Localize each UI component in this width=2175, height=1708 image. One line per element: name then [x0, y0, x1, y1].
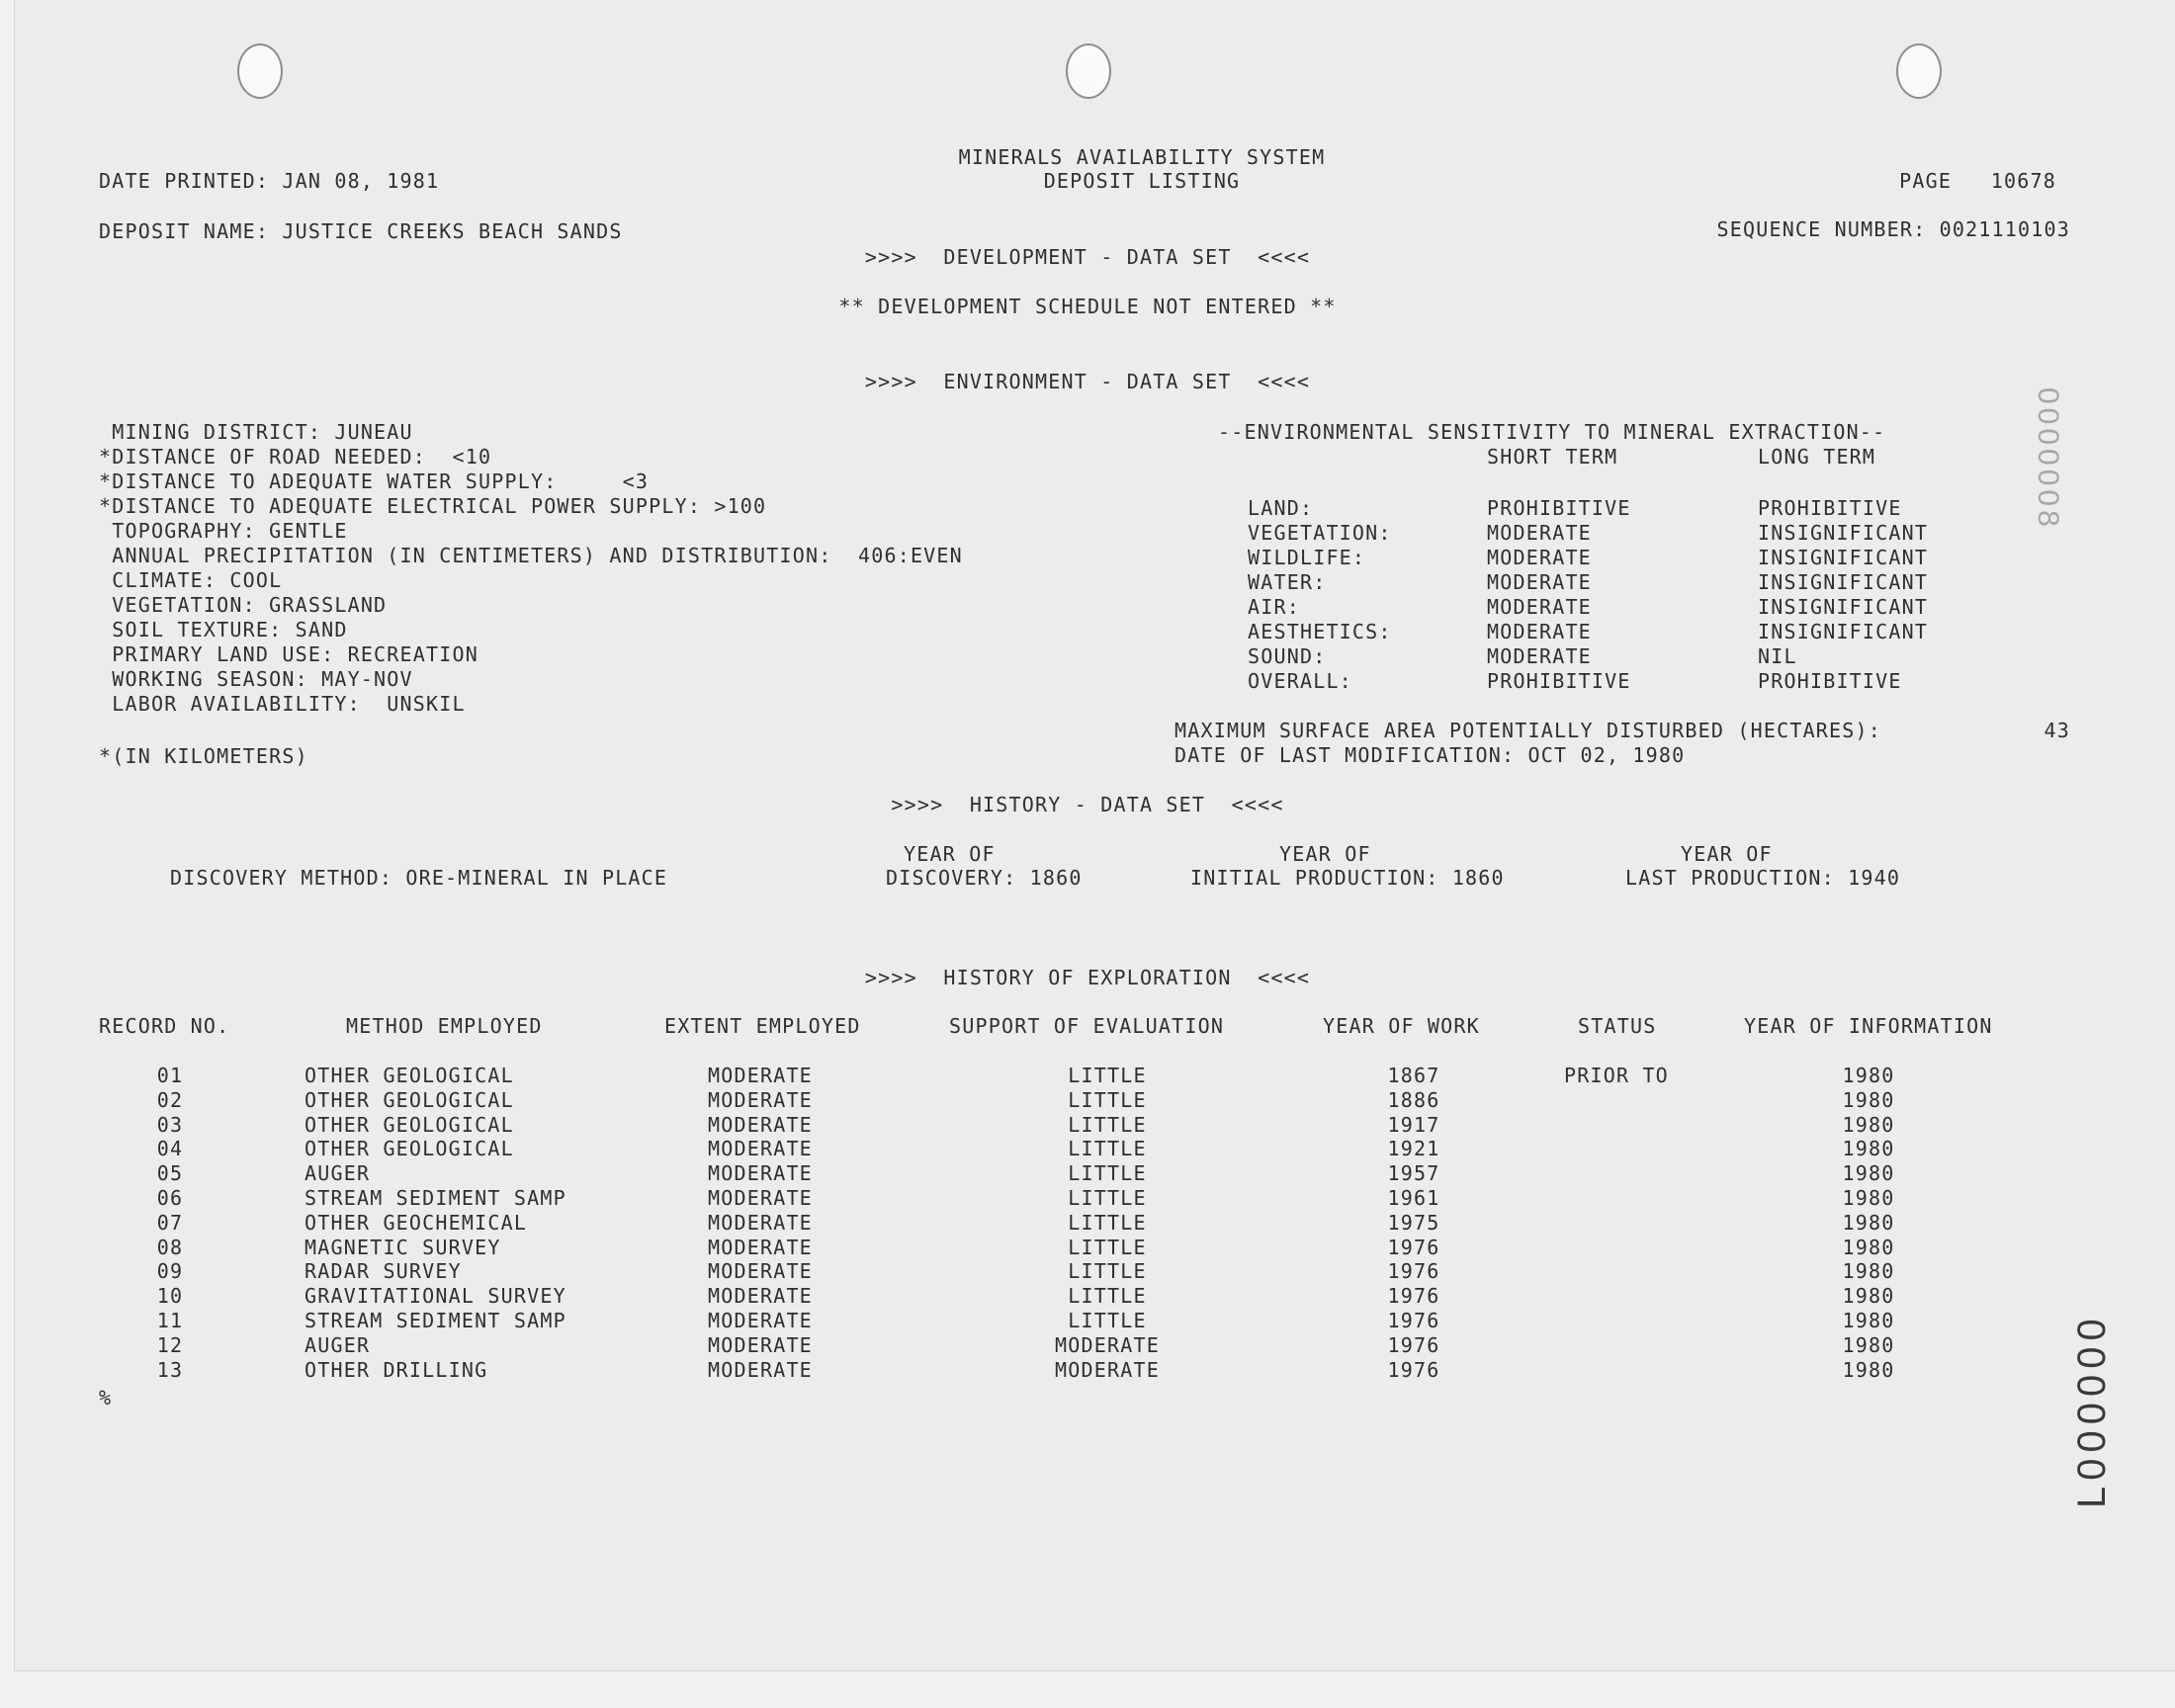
env-line: *DISTANCE TO ADEQUATE WATER SUPPLY: <3 [99, 470, 650, 493]
env-line: *DISTANCE TO ADEQUATE ELECTRICAL POWER SUPPLY: >100 [99, 494, 767, 518]
col-support-of-evaluation: SUPPORT OF EVALUATION [949, 1014, 1225, 1038]
year-of-work: 1976 [1387, 1235, 1440, 1259]
initial-production-year-label: YEAR OF [1279, 842, 1371, 866]
sensitivity-short-term: PROHIBITIVE [1487, 669, 1631, 693]
year-of-information: 1980 [1842, 1186, 1895, 1210]
sensitivity-long-term: INSIGNIFICANT [1758, 546, 1929, 569]
extent-employed: MODERATE [708, 1137, 813, 1161]
exploration-rows [0, 1064, 2175, 1390]
env-line: MINING DISTRICT: JUNEAU [99, 420, 413, 444]
sensitivity-factor: AIR: [1248, 595, 1300, 619]
support-of-evaluation: LITTLE [1068, 1235, 1147, 1259]
extent-employed: MODERATE [708, 1087, 813, 1112]
exploration-header-row [0, 1014, 2175, 1040]
environment-list [99, 420, 1137, 717]
method-employed: OTHER GEOCHEMICAL [304, 1210, 528, 1235]
extent-employed: MODERATE [708, 1235, 813, 1259]
short-term-header: SHORT TERM [1487, 445, 1618, 469]
record-number: 13 [156, 1357, 184, 1382]
listing-title: DEPOSIT LISTING [1043, 169, 1241, 193]
max-surface-area-label: MAXIMUM SURFACE AREA POTENTIALLY DISTURBED (HECTARES): [1174, 719, 1882, 742]
year-of-work: 1975 [1387, 1210, 1440, 1235]
env-line: SOIL TEXTURE: SAND [99, 618, 348, 641]
extent-employed: MODERATE [708, 1186, 813, 1210]
binder-hole-center [1066, 43, 1111, 99]
extent-employed: MODERATE [708, 1259, 813, 1284]
method-employed: STREAM SEDIMENT SAMP [304, 1186, 566, 1210]
sequence-number: SEQUENCE NUMBER: 0021110103 [1716, 217, 2070, 241]
sensitivity-factor: OVERALL: [1248, 669, 1352, 693]
env-line: CLIMATE: COOL [99, 568, 283, 592]
method-employed: OTHER GEOLOGICAL [304, 1064, 514, 1087]
sensitivity-short-term: MODERATE [1487, 644, 1592, 668]
history-section-title: >>>> HISTORY - DATA SET <<<< [891, 793, 1284, 816]
sensitivity-factor: AESTHETICS: [1248, 620, 1392, 643]
col-year-of-work: YEAR OF WORK [1323, 1014, 1480, 1038]
support-of-evaluation: LITTLE [1068, 1064, 1147, 1087]
support-of-evaluation: LITTLE [1068, 1186, 1147, 1210]
method-employed: MAGNETIC SURVEY [304, 1235, 501, 1259]
sensitivity-short-term: MODERATE [1487, 620, 1592, 643]
development-note: ** DEVELOPMENT SCHEDULE NOT ENTERED ** [838, 295, 1337, 318]
sensitivity-long-term: PROHIBITIVE [1758, 669, 1902, 693]
sensitivity-short-term: PROHIBITIVE [1487, 496, 1631, 520]
record-number: 07 [156, 1210, 184, 1235]
sensitivity-short-term: MODERATE [1487, 546, 1592, 569]
support-of-evaluation: LITTLE [1068, 1137, 1147, 1161]
binder-hole-left [237, 43, 283, 99]
year-of-information: 1980 [1842, 1284, 1895, 1309]
support-of-evaluation: MODERATE [1055, 1332, 1160, 1357]
sensitivity-long-term: INSIGNIFICANT [1758, 620, 1929, 643]
end-of-record-mark: % [99, 1386, 113, 1409]
extent-employed: MODERATE [708, 1064, 813, 1087]
record-number: 01 [156, 1064, 184, 1087]
page-number: PAGE 10678 [1899, 169, 2056, 193]
method-employed: OTHER GEOLOGICAL [304, 1087, 514, 1112]
record-number: 10 [156, 1284, 184, 1309]
record-number: 02 [156, 1087, 184, 1112]
sensitivity-factor: WATER: [1248, 570, 1327, 594]
deposit-name: DEPOSIT NAME: JUSTICE CREEKS BEACH SANDS [99, 219, 623, 243]
extent-employed: MODERATE [708, 1332, 813, 1357]
year-of-information: 1980 [1842, 1309, 1895, 1332]
support-of-evaluation: LITTLE [1068, 1284, 1147, 1309]
method-employed: OTHER DRILLING [304, 1357, 488, 1382]
support-of-evaluation: LITTLE [1068, 1210, 1147, 1235]
year-of-work: 1957 [1387, 1161, 1440, 1186]
year-of-information: 1980 [1842, 1210, 1895, 1235]
discovery-method: DISCOVERY METHOD: ORE-MINERAL IN PLACE [170, 866, 668, 890]
support-of-evaluation: LITTLE [1068, 1087, 1147, 1112]
sensitivity-long-term: INSIGNIFICANT [1758, 595, 1929, 619]
binder-hole-right [1896, 43, 1942, 99]
sensitivity-factor: VEGETATION: [1248, 521, 1392, 545]
year-of-work: 1961 [1387, 1186, 1440, 1210]
year-of-information: 1980 [1842, 1087, 1895, 1112]
year-of-work: 1976 [1387, 1357, 1440, 1382]
year-of-work: 1921 [1387, 1137, 1440, 1161]
env-line: VEGETATION: GRASSLAND [99, 593, 388, 617]
year-of-work: 1976 [1387, 1259, 1440, 1284]
sensitivity-short-term: MODERATE [1487, 595, 1592, 619]
env-line: TOPOGRAPHY: GENTLE [99, 519, 348, 543]
system-title: MINERALS AVAILABILITY SYSTEM [958, 145, 1326, 169]
col-status: STATUS [1578, 1014, 1657, 1038]
method-employed: RADAR SURVEY [304, 1259, 462, 1284]
method-employed: AUGER [304, 1332, 371, 1357]
date-printed: DATE PRINTED: JAN 08, 1981 [99, 169, 440, 193]
discovery-year: DISCOVERY: 1860 [886, 866, 1083, 890]
discovery-year-label: YEAR OF [904, 842, 996, 866]
extent-employed: MODERATE [708, 1284, 813, 1309]
record-number: 04 [156, 1137, 184, 1161]
year-of-information: 1980 [1842, 1357, 1895, 1382]
max-surface-area-value: 43 [2044, 719, 2070, 742]
env-line: LABOR AVAILABILITY: UNSKIL [99, 692, 466, 716]
sensitivity-table [1248, 496, 2039, 694]
extent-employed: MODERATE [708, 1210, 813, 1235]
sensitivity-long-term: INSIGNIFICANT [1758, 570, 1929, 594]
last-production-year-label: YEAR OF [1681, 842, 1773, 866]
year-of-information: 1980 [1842, 1161, 1895, 1186]
method-employed: OTHER GEOLOGICAL [304, 1137, 514, 1161]
development-section-title: >>>> DEVELOPMENT - DATA SET <<<< [864, 245, 1311, 269]
sensitivity-long-term: INSIGNIFICANT [1758, 521, 1929, 545]
record-number: 03 [156, 1112, 184, 1137]
extent-employed: MODERATE [708, 1357, 813, 1382]
support-of-evaluation: LITTLE [1068, 1161, 1147, 1186]
support-of-evaluation: LITTLE [1068, 1309, 1147, 1332]
sensitivity-short-term: MODERATE [1487, 521, 1592, 545]
sensitivity-factor: LAND: [1248, 496, 1314, 520]
year-of-information: 1980 [1842, 1064, 1895, 1087]
year-of-work: 1886 [1387, 1087, 1440, 1112]
year-of-information: 1980 [1842, 1137, 1895, 1161]
method-employed: STREAM SEDIMENT SAMP [304, 1309, 566, 1332]
record-number: 11 [156, 1309, 184, 1332]
method-employed: AUGER [304, 1161, 371, 1186]
extent-employed: MODERATE [708, 1161, 813, 1186]
last-production-year: LAST PRODUCTION: 1940 [1625, 866, 1901, 890]
support-of-evaluation: LITTLE [1068, 1259, 1147, 1284]
sensitivity-title: --ENVIRONMENTAL SENSITIVITY TO MINERAL EXTRACTION-- [1218, 420, 1886, 444]
last-modification-date: DATE OF LAST MODIFICATION: OCT 02, 1980 [1174, 743, 1686, 767]
record-number: 08 [156, 1235, 184, 1259]
col-year-of-information: YEAR OF INFORMATION [1744, 1014, 1993, 1038]
year-of-information: 1980 [1842, 1112, 1895, 1137]
col-record-no: RECORD NO. [99, 1014, 230, 1038]
support-of-evaluation: MODERATE [1055, 1357, 1160, 1382]
support-of-evaluation: LITTLE [1068, 1112, 1147, 1137]
extent-employed: MODERATE [708, 1112, 813, 1137]
sensitivity-factor: WILDLIFE: [1248, 546, 1366, 569]
record-number: 05 [156, 1161, 184, 1186]
extent-employed: MODERATE [708, 1309, 813, 1332]
long-term-header: LONG TERM [1758, 445, 1876, 469]
frame-stamp-lower: L000000 [2070, 1313, 2114, 1508]
frame-stamp-upper: 0000008 [2032, 387, 2064, 531]
env-line: WORKING SEASON: MAY-NOV [99, 667, 413, 691]
sensitivity-long-term: NIL [1758, 644, 1797, 668]
year-of-work: 1976 [1387, 1309, 1440, 1332]
method-employed: OTHER GEOLOGICAL [304, 1112, 514, 1137]
record-number: 06 [156, 1186, 184, 1210]
env-line: PRIMARY LAND USE: RECREATION [99, 642, 478, 666]
year-of-work: 1867 [1387, 1064, 1440, 1087]
initial-production-year: INITIAL PRODUCTION: 1860 [1190, 866, 1505, 890]
env-line: *DISTANCE OF ROAD NEEDED: <10 [99, 445, 492, 469]
year-of-work: 1976 [1387, 1332, 1440, 1357]
record-number: 09 [156, 1259, 184, 1284]
sensitivity-long-term: PROHIBITIVE [1758, 496, 1902, 520]
year-of-information: 1980 [1842, 1332, 1895, 1357]
year-of-work: 1976 [1387, 1284, 1440, 1309]
col-method-employed: METHOD EMPLOYED [346, 1014, 543, 1038]
year-of-information: 1980 [1842, 1235, 1895, 1259]
method-employed: GRAVITATIONAL SURVEY [304, 1284, 566, 1309]
status: PRIOR TO [1564, 1064, 1669, 1087]
env-line: ANNUAL PRECIPITATION (IN CENTIMETERS) AND DISTRIBUTION: 406:EVEN [99, 544, 963, 567]
sensitivity-short-term: MODERATE [1487, 570, 1592, 594]
kilometers-footnote: *(IN KILOMETERS) [99, 744, 308, 768]
col-extent-employed: EXTENT EMPLOYED [664, 1014, 861, 1038]
year-of-information: 1980 [1842, 1259, 1895, 1284]
year-of-work: 1917 [1387, 1112, 1440, 1137]
sensitivity-factor: SOUND: [1248, 644, 1327, 668]
record-number: 12 [156, 1332, 184, 1357]
exploration-section-title: >>>> HISTORY OF EXPLORATION <<<< [864, 966, 1311, 989]
environment-section-title: >>>> ENVIRONMENT - DATA SET <<<< [864, 370, 1311, 393]
